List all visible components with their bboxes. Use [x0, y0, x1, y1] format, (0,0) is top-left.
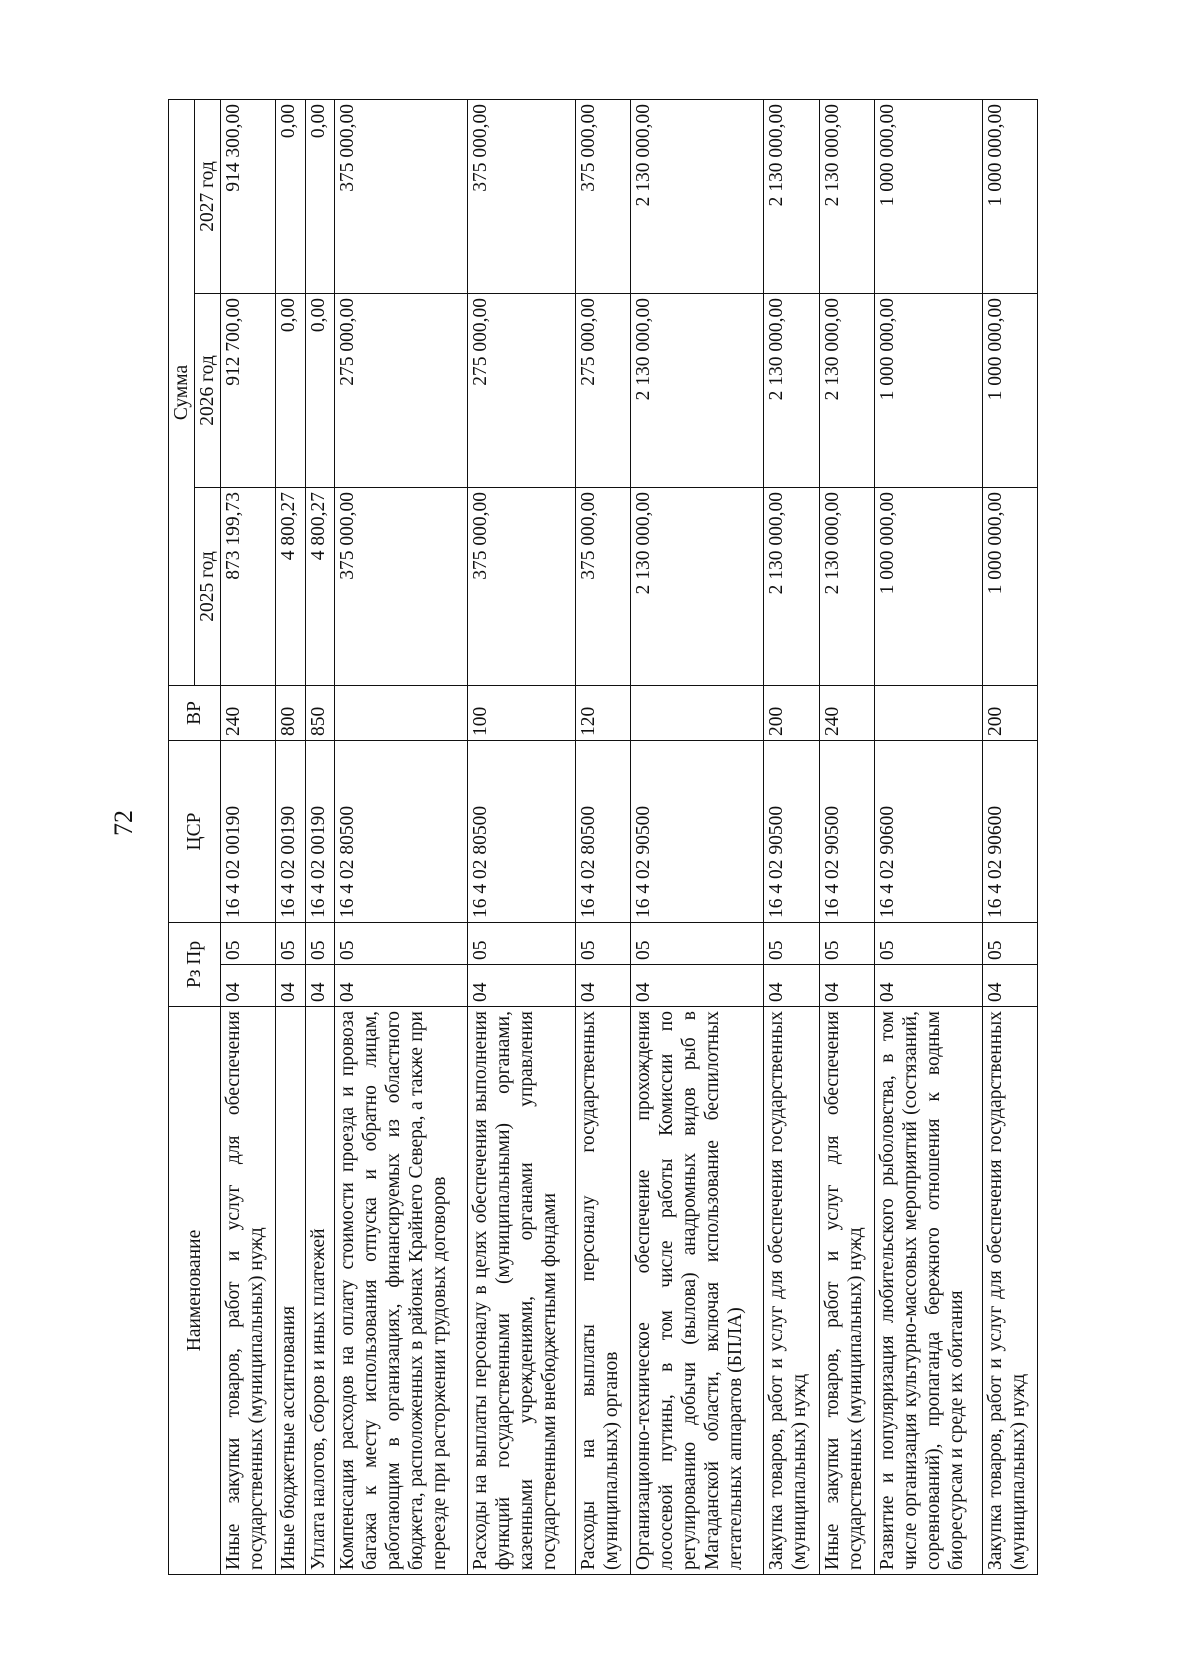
row-amount-2025: 1 000 000,00	[875, 487, 982, 685]
row-amount-2027: 375 000,00	[335, 99, 468, 293]
row-rz: 04	[631, 965, 764, 1007]
row-csr: 16 4 02 80500	[468, 740, 575, 922]
row-amount-2027: 1 000 000,00	[875, 99, 982, 293]
row-name: Организационно-техническое обеспечение прохождения лососевой путины, в том числе работы Комиссии по регулированию добычи (вылова) анадромных видов рыб в Магаданской области, включая использование беспилотных летательных аппаратов (БПЛА)	[631, 1007, 764, 1575]
row-amount-2027: 0,00	[305, 99, 334, 293]
row-pr: 05	[468, 922, 575, 964]
row-name: Развитие и популяризация любительского рыболовства, в том числе организация культурно-массовых мероприятий (состязаний, соревнований), пропаганда бережного отношения к водным биоресурсам и среде их обитания	[875, 1007, 982, 1575]
row-amount-2025: 4 800,27	[276, 487, 305, 685]
row-name: Компенсация расходов на оплату стоимости проезда и провоза багажа к месту использования отпуска и обратно лицам, работающим в организациях, финансируемых из областного бюджета, расположенных в районах Крайнего Севера, а также при переезде при расторжении трудовых договоров	[335, 1007, 468, 1575]
row-amount-2027: 375 000,00	[468, 99, 575, 293]
row-amount-2026: 1 000 000,00	[875, 293, 982, 487]
row-vr: 100	[468, 685, 575, 740]
row-amount-2025: 4 800,27	[305, 487, 334, 685]
row-amount-2026: 912 700,00	[221, 293, 276, 487]
row-rz: 04	[575, 965, 630, 1007]
table-row	[819, 99, 874, 1574]
row-csr: 16 4 02 90500	[764, 740, 819, 922]
row-amount-2027: 1 000 000,00	[982, 99, 1037, 293]
row-name: Иные бюджетные ассигнования	[276, 1007, 305, 1575]
row-vr: 800	[276, 685, 305, 740]
row-rz: 04	[982, 965, 1037, 1007]
row-amount-2027: 2 130 000,00	[764, 99, 819, 293]
row-pr: 05	[575, 922, 630, 964]
header-year-2027: 2027 год	[195, 99, 221, 293]
row-amount-2026: 0,00	[276, 293, 305, 487]
row-amount-2027: 0,00	[276, 99, 305, 293]
header-vr: ВР	[169, 685, 221, 740]
row-pr: 05	[335, 922, 468, 964]
row-amount-2025: 873 199,73	[221, 487, 276, 685]
row-name: Закупка товаров, работ и услуг для обеспечения государственных (муниципальных) нужд	[982, 1007, 1037, 1575]
row-csr: 16 4 02 90500	[819, 740, 874, 922]
header-rz-pr: Рз Пр	[169, 922, 221, 1006]
table-row	[875, 99, 982, 1574]
row-csr: 16 4 02 00190	[276, 740, 305, 922]
row-name: Расходы на выплаты персоналу в целях обеспечения выполнения функций государственными (муниципальными) органами, казенными учреждениями, органами управления государственными внебюджетными фондами	[468, 1007, 575, 1575]
table-row	[982, 99, 1037, 1574]
header-csr: ЦСР	[169, 740, 221, 922]
table-row	[221, 99, 276, 1574]
row-vr	[335, 685, 468, 740]
row-vr: 850	[305, 685, 334, 740]
row-rz: 04	[764, 965, 819, 1007]
row-amount-2026: 2 130 000,00	[631, 293, 764, 487]
row-name: Закупка товаров, работ и услуг для обеспечения государственных (муниципальных) нужд	[764, 1007, 819, 1575]
row-amount-2026: 0,00	[305, 293, 334, 487]
row-csr: 16 4 02 80500	[335, 740, 468, 922]
row-rz: 04	[819, 965, 874, 1007]
table-row	[335, 99, 468, 1574]
table-row	[468, 99, 575, 1574]
row-vr	[631, 685, 764, 740]
row-pr: 05	[819, 922, 874, 964]
row-name: Иные закупки товаров, работ и услуг для обеспечения государственных (муниципальных) нужд	[221, 1007, 276, 1575]
page-number: 72	[109, 810, 138, 836]
row-pr: 05	[631, 922, 764, 964]
table-row	[305, 99, 334, 1574]
row-amount-2027: 2 130 000,00	[631, 99, 764, 293]
row-csr: 16 4 02 90600	[875, 740, 982, 922]
row-vr: 120	[575, 685, 630, 740]
row-vr: 200	[764, 685, 819, 740]
row-rz: 04	[335, 965, 468, 1007]
row-amount-2025: 2 130 000,00	[631, 487, 764, 685]
row-pr: 05	[875, 922, 982, 964]
row-csr: 16 4 02 90600	[982, 740, 1037, 922]
table-row	[575, 99, 630, 1574]
row-vr	[875, 685, 982, 740]
row-amount-2026: 2 130 000,00	[819, 293, 874, 487]
row-rz: 04	[875, 965, 982, 1007]
row-amount-2025: 375 000,00	[575, 487, 630, 685]
row-csr: 16 4 02 00190	[221, 740, 276, 922]
table-row	[276, 99, 305, 1574]
header-year-2025: 2025 год	[195, 487, 221, 685]
row-amount-2026: 275 000,00	[468, 293, 575, 487]
row-vr: 200	[982, 685, 1037, 740]
row-csr: 16 4 02 00190	[305, 740, 334, 922]
row-amount-2025: 2 130 000,00	[819, 487, 874, 685]
row-name: Иные закупки товаров, работ и услуг для обеспечения государственных (муниципальных) нужд	[819, 1007, 874, 1575]
row-pr: 05	[221, 922, 276, 964]
table-row	[764, 99, 819, 1574]
row-csr: 16 4 02 90500	[631, 740, 764, 922]
row-amount-2026: 275 000,00	[575, 293, 630, 487]
row-rz: 04	[305, 965, 334, 1007]
row-amount-2027: 375 000,00	[575, 99, 630, 293]
row-rz: 04	[468, 965, 575, 1007]
rotated-page-content	[168, 100, 1038, 1575]
header-sum: Сумма	[169, 99, 195, 685]
table-row	[631, 99, 764, 1574]
row-pr: 05	[982, 922, 1037, 964]
row-name: Расходы на выплаты персоналу государственных (муниципальных) органов	[575, 1007, 630, 1575]
row-pr: 05	[764, 922, 819, 964]
row-vr: 240	[221, 685, 276, 740]
row-rz: 04	[276, 965, 305, 1007]
row-rz: 04	[221, 965, 276, 1007]
row-amount-2027: 914 300,00	[221, 99, 276, 293]
row-csr: 16 4 02 80500	[575, 740, 630, 922]
row-amount-2025: 375 000,00	[468, 487, 575, 685]
row-amount-2025: 1 000 000,00	[982, 487, 1037, 685]
budget-table	[168, 99, 1038, 1575]
table-body	[221, 99, 1038, 1574]
header-name: Наименование	[169, 1007, 221, 1575]
row-amount-2026: 2 130 000,00	[764, 293, 819, 487]
row-amount-2026: 275 000,00	[335, 293, 468, 487]
row-amount-2025: 2 130 000,00	[764, 487, 819, 685]
row-vr: 240	[819, 685, 874, 740]
row-pr: 05	[305, 922, 334, 964]
row-name: Уплата налогов, сборов и иных платежей	[305, 1007, 334, 1575]
row-amount-2026: 1 000 000,00	[982, 293, 1037, 487]
row-amount-2027: 2 130 000,00	[819, 99, 874, 293]
row-amount-2025: 375 000,00	[335, 487, 468, 685]
header-year-2026: 2026 год	[195, 293, 221, 487]
row-pr: 05	[276, 922, 305, 964]
